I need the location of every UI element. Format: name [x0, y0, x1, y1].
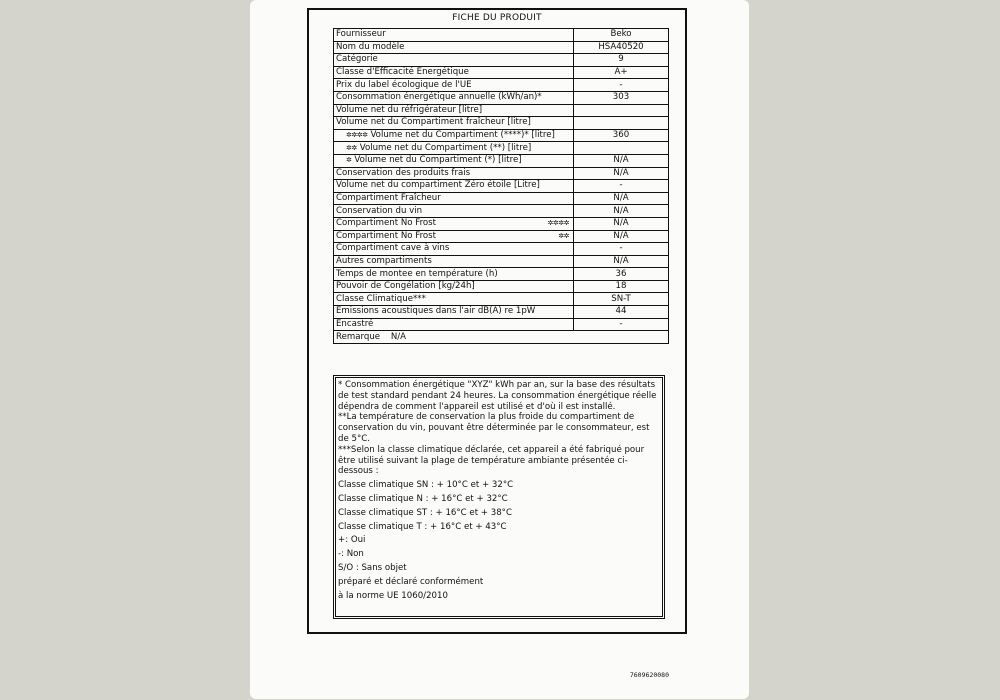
spec-value: Beko: [574, 29, 669, 42]
spec-label-text: Emissions acoustiques dans l'air dB(A) re 1pW: [336, 306, 536, 317]
note-line: préparé et déclaré conformément: [338, 576, 484, 587]
spec-row: [334, 142, 669, 155]
spec-label-text: Catégorie: [336, 54, 378, 65]
spec-row: [334, 54, 669, 67]
note-line: **La température de conservation la plus froide du compartiment de conservation du vin, pouvant être déterminée par le consommateur, est de 5°C.: [338, 412, 650, 444]
spec-label: [334, 142, 574, 155]
spec-value: N/A: [574, 205, 669, 218]
spec-row: [334, 41, 669, 54]
remark-value: N/A: [390, 331, 407, 342]
spec-label: [334, 79, 574, 92]
spec-label: [334, 117, 574, 130]
spec-value: [574, 104, 669, 117]
note-line: S/O : Sans objet: [338, 562, 407, 573]
spec-label: [334, 318, 574, 331]
spec-label: [334, 29, 574, 42]
spec-label: [334, 180, 574, 193]
spec-value: HSA40520: [574, 41, 669, 54]
document-page: [250, 0, 749, 699]
spec-label-text: Temps de montee en température (h): [336, 268, 498, 279]
spec-value: 44: [574, 306, 669, 319]
freezer-star-icon: ✲✲✲✲: [346, 131, 368, 140]
spec-label: [334, 91, 574, 104]
spec-row: [334, 29, 669, 42]
spec-label-text: Conservation du vin: [336, 205, 423, 216]
spec-label: [334, 293, 574, 306]
spec-label-text: Nom du modèle: [336, 41, 405, 52]
note-line: ***Selon la classe climatique déclarée, cet appareil a été fabriqué pour être utilisé suivant la plage de température ambiante présentée ci-dessous :: [338, 444, 645, 477]
spec-row: [334, 293, 669, 306]
spec-label-text: Consommation énergétique annuelle (kWh/an)*: [336, 92, 542, 103]
note-line: Classe climatique ST : + 16°C et + 38°C: [338, 507, 512, 518]
spec-label-text: Volume net du Compartiment (**) [litre]: [359, 142, 532, 153]
spec-row: [334, 79, 669, 92]
spec-label: [334, 54, 574, 67]
notes-box: [333, 375, 665, 619]
spec-label: [334, 104, 574, 117]
spec-label-text: Conservation des produits frais: [336, 167, 471, 178]
spec-value: [574, 142, 669, 155]
spec-label-text: Compartiment cave à vins: [336, 243, 450, 254]
spec-label: [334, 280, 574, 293]
spec-row: [334, 66, 669, 79]
spec-row: [334, 217, 669, 230]
spec-row: [334, 255, 669, 268]
footer-code: 7609620080: [629, 671, 669, 679]
spec-label: [334, 66, 574, 79]
spec-label: [334, 255, 574, 268]
spec-label: [334, 306, 574, 319]
note-line: * Consommation énergétique "XYZ" kWh par an, sur la base des résultats de test standard pendant 24 heures. La consommation énergétique réelle dépendra de comment l'appareil est utilisé et d'où il est installé.: [338, 380, 657, 412]
spec-value: N/A: [574, 154, 669, 167]
spec-value: A+: [574, 66, 669, 79]
spec-label-text: Pouvoir de Congélation [kg/24h]: [336, 281, 475, 292]
spec-value: SN-T: [574, 293, 669, 306]
spec-row: [334, 243, 669, 256]
spec-value: 360: [574, 129, 669, 142]
spec-label: [334, 129, 574, 142]
spec-label: [334, 167, 574, 180]
spec-row: [334, 306, 669, 319]
spec-table: [333, 28, 669, 344]
note-line: à la norme UE 1060/2010: [338, 590, 448, 601]
spec-label: [334, 205, 574, 218]
spec-row: [334, 205, 669, 218]
spec-row: [334, 318, 669, 331]
spec-label-text: Compartiment Fraîcheur: [336, 193, 441, 204]
spec-label-text: Volume net du Compartiment fraîcheur [litre]: [336, 117, 531, 128]
remark-label: Remarque: [336, 331, 381, 342]
spec-value: -: [574, 318, 669, 331]
spec-row: [334, 280, 669, 293]
spec-value: 9: [574, 54, 669, 67]
freezer-star-icon: ✲: [346, 156, 352, 165]
spec-label: [334, 41, 574, 54]
spec-label-text: Classe Climatique***: [336, 293, 426, 304]
notes-inner: [335, 377, 663, 617]
spec-label-text: Prix du label écologique de l'UE: [336, 79, 472, 90]
note-line: -: Non: [338, 549, 364, 560]
spec-row: [334, 230, 669, 243]
spec-value: N/A: [574, 230, 669, 243]
spec-row: [334, 180, 669, 193]
spec-value: 36: [574, 268, 669, 281]
spec-row: [334, 154, 669, 167]
spec-label: [334, 154, 574, 167]
remark-row: [334, 331, 669, 344]
spec-label-text: Autres compartiments: [336, 255, 432, 266]
spec-value: 303: [574, 91, 669, 104]
spec-value: N/A: [574, 192, 669, 205]
spec-label-text: Compartiment No Frost: [336, 230, 437, 241]
spec-value: -: [574, 243, 669, 256]
spec-value: [574, 117, 669, 130]
spec-row: [334, 268, 669, 281]
spec-value: 18: [574, 280, 669, 293]
freezer-star-icon: ✲✲: [558, 231, 569, 240]
spec-label: [334, 217, 574, 230]
freezer-star-icon: ✲✲✲✲: [547, 218, 569, 227]
spec-label: [334, 192, 574, 205]
spec-value: N/A: [574, 217, 669, 230]
note-line: Classe climatique SN : + 10°C et + 32°C: [338, 480, 514, 491]
spec-label-text: Volume net du Compartiment (****)* [litre]: [370, 130, 555, 141]
spec-row: [334, 91, 669, 104]
spec-row: [334, 104, 669, 117]
spec-label-text: Encastré: [336, 318, 374, 329]
spec-label-text: Classe d'Efficacité Energétique: [336, 67, 469, 78]
spec-label: [334, 243, 574, 256]
freezer-star-icon: ✲✲: [346, 143, 357, 152]
note-line: Classe climatique T : + 16°C et + 43°C: [338, 521, 507, 532]
spec-row: [334, 192, 669, 205]
spec-row: [334, 117, 669, 130]
note-line: +: Oui: [338, 535, 366, 546]
spec-value: -: [574, 79, 669, 92]
spec-label-text: Fournisseur: [336, 29, 386, 40]
spec-label-text: Compartiment No Frost: [336, 218, 437, 229]
note-line: Classe climatique N : + 16°C et + 32°C: [338, 493, 508, 504]
spec-label: [334, 230, 574, 243]
sheet-title: FICHE DU PRODUIT: [452, 13, 542, 23]
spec-label-text: Volume net du réfrigérateur [litre]: [336, 104, 483, 115]
spec-value: N/A: [574, 167, 669, 180]
spec-value: -: [574, 180, 669, 193]
spec-label: [334, 268, 574, 281]
spec-row: [334, 167, 669, 180]
spec-label-text: Volume net du compartiment Zéro étoile [Litre]: [336, 180, 540, 191]
spec-value: N/A: [574, 255, 669, 268]
spec-label-text: Volume net du Compartiment (*) [litre]: [354, 155, 522, 166]
product-sheet-frame: [307, 8, 687, 634]
spec-row: [334, 129, 669, 142]
